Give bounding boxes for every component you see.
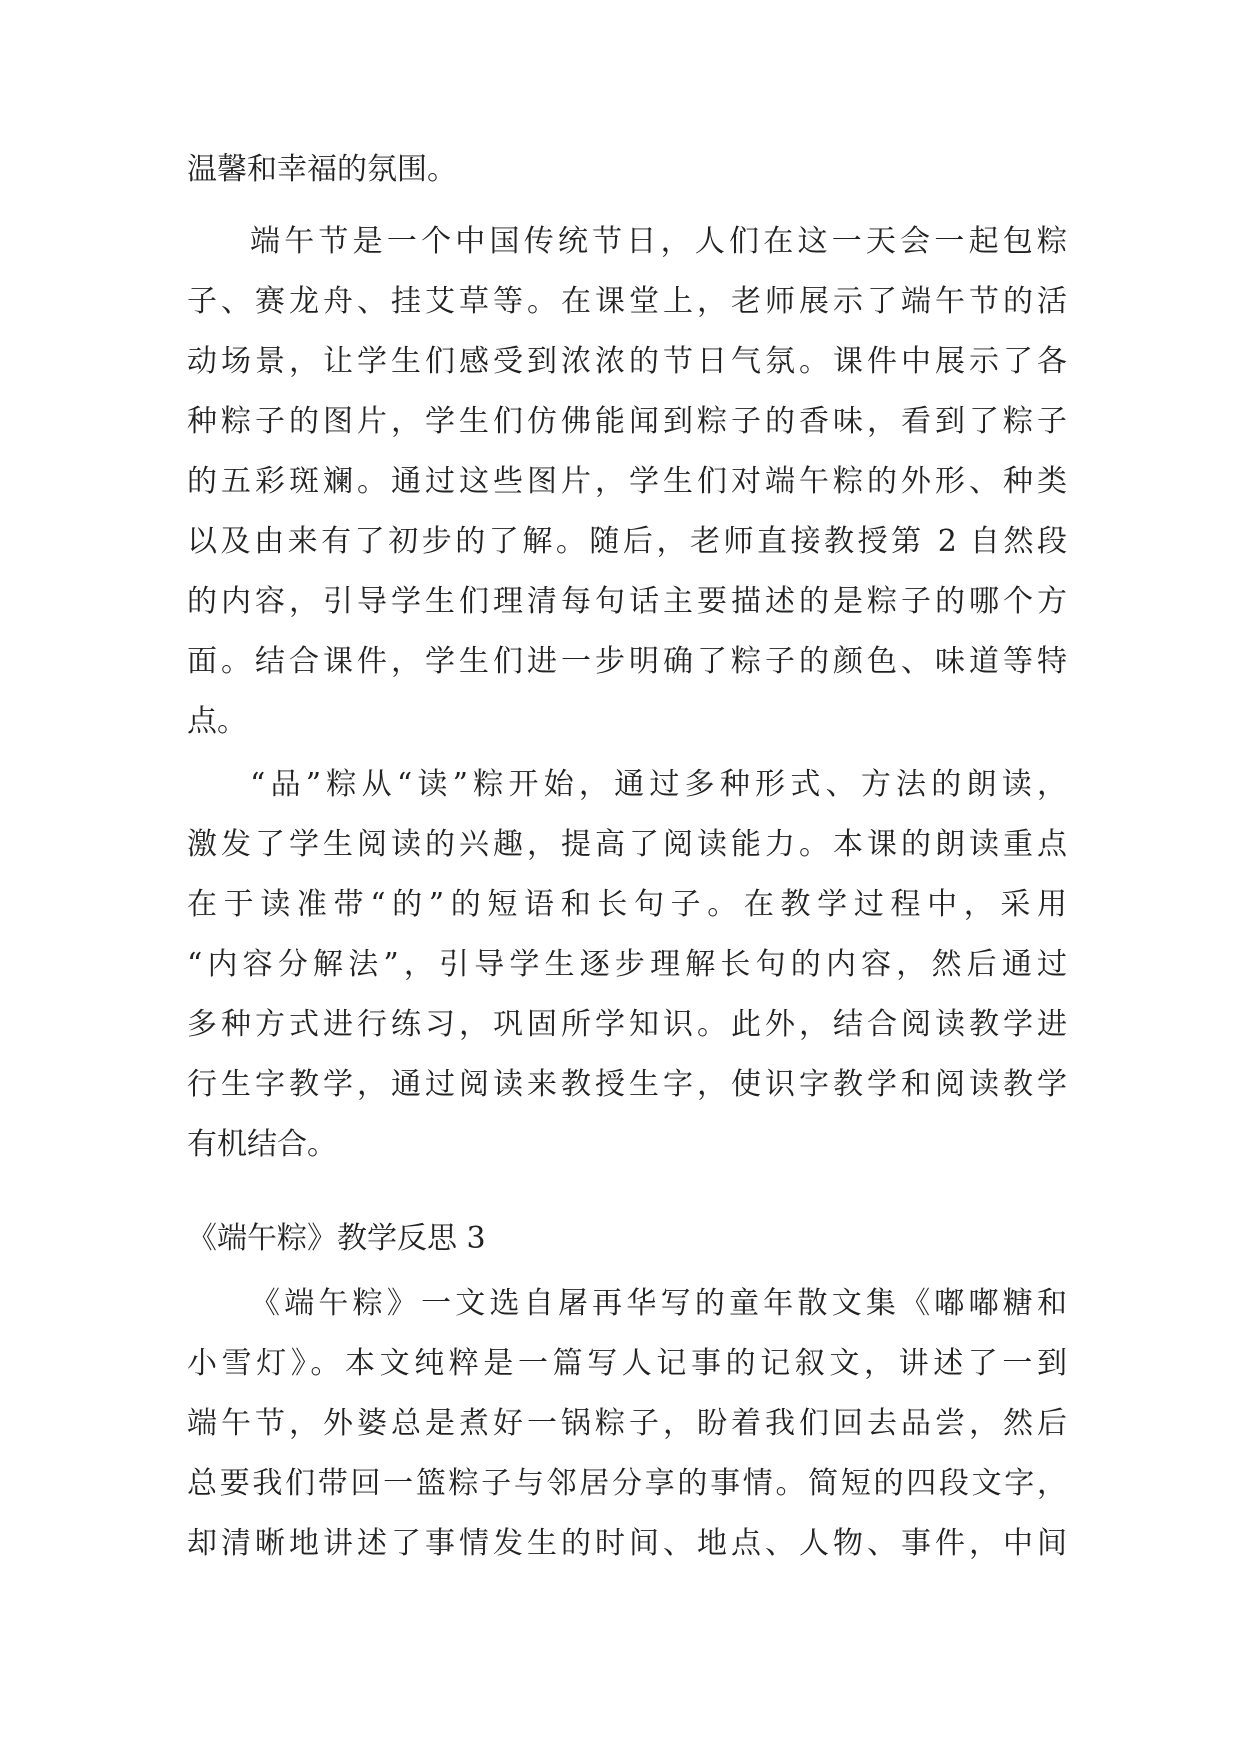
paragraph-line: 端午节是一个中国传统节日，人们在这一天会一起包粽 (250, 224, 1067, 259)
paragraph-line: 动场景，让学生们感受到浓浓的节日气氛。课件中展示了各 (187, 344, 1067, 379)
paragraph-line: 的五彩斑斓。通过这些图片，学生们对端午粽的外形、种类 (187, 464, 1067, 499)
section-heading: 《端午粽》教学反思 3 (187, 1221, 486, 1256)
paragraph-line: 有机结合。 (187, 1127, 337, 1162)
paragraph-line: 小雪灯》。本文纯粹是一篇写人记事的记叙文，讲述了一到 (187, 1346, 1067, 1381)
paragraph-line: 总要我们带回一篮粽子与邻居分享的事情。简短的四段文字， (187, 1466, 1067, 1501)
paragraph-line: 的内容，引导学生们理清每句话主要描述的是粽子的哪个方 (187, 584, 1067, 619)
paragraph-line: “品”粽从“读”粽开始，通过多种形式、方法的朗读， (250, 767, 1067, 802)
paragraph-line: 行生字教学，通过阅读来教授生字，使识字教学和阅读教学 (187, 1067, 1067, 1102)
paragraph-line: 点。 (187, 704, 247, 739)
paragraph-line: 《端午粽》一文选自屠再华写的童年散文集《嘟嘟糖和 (250, 1286, 1067, 1321)
paragraph-line: 面。结合课件，学生们进一步明确了粽子的颜色、味道等特 (187, 644, 1067, 679)
paragraph-line: “内容分解法”，引导学生逐步理解长句的内容，然后通过 (187, 947, 1067, 982)
paragraph-line: 在于读准带“的”的短语和长句子。在教学过程中，采用 (187, 887, 1067, 922)
paragraph-line: 激发了学生阅读的兴趣，提高了阅读能力。本课的朗读重点 (187, 827, 1067, 862)
paragraph-line: 子、赛龙舟、挂艾草等。在课堂上，老师展示了端午节的活 (187, 284, 1067, 319)
paragraph-line: 种粽子的图片，学生们仿佛能闻到粽子的香味，看到了粽子 (187, 404, 1067, 439)
paragraph-line: 端午节，外婆总是煮好一锅粽子，盼着我们回去品尝，然后 (187, 1406, 1067, 1441)
paragraph-line: 多种方式进行练习，巩固所学知识。此外，结合阅读教学进 (187, 1007, 1067, 1042)
paragraph-line: 以及由来有了初步的了解。随后，老师直接教授第 2 自然段 (187, 524, 1067, 559)
paragraph-line: 却清晰地讲述了事情发生的时间、地点、人物、事件，中间 (187, 1526, 1067, 1561)
paragraph-line: 温馨和幸福的氛围。 (187, 152, 457, 187)
